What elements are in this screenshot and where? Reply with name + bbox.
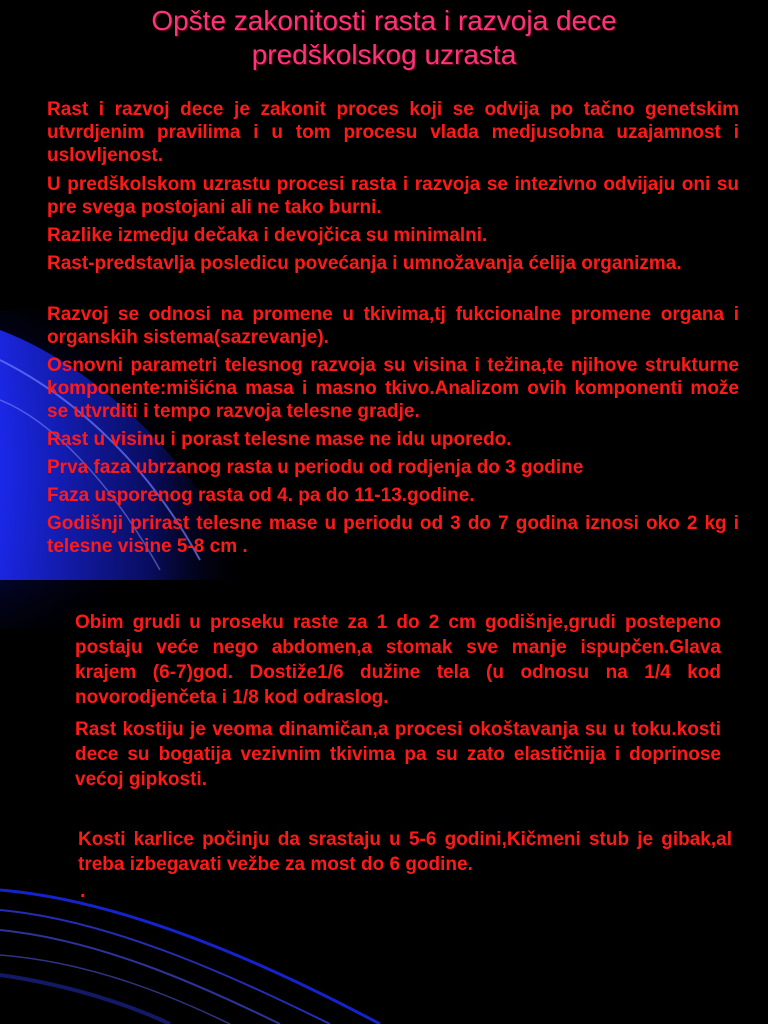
paragraph-prva-faza: Prva faza ubrzanog rasta u periodu od rodjenja do 3 godine bbox=[47, 457, 584, 478]
slide-title-line-2: predškolskog uzrasta bbox=[251, 39, 517, 70]
paragraph-rast-u-visinu: Rast u visinu i porast telesne mase ne idu uporedo. bbox=[47, 429, 512, 450]
paragraph-rast-definicija: Rast-predstavlja posledicu povećanja i umnožavanja ćelija organizma. bbox=[47, 253, 682, 274]
paragraph-razlike: Razlike izmedju dečaka i devojčica su minimalni. bbox=[47, 225, 488, 246]
paragraph-faza-usporenog: Faza usporenog rasta od 4. pa do 11-13.godine. bbox=[47, 485, 475, 506]
paragraph-rast-i-razvoj: Rast i razvoj dece je zakonit proces koji se odvija po tačno genetskim utvrdjenim pravilima i u tom procesu vlada medjusobna uzajamnost i uslovljenost. bbox=[47, 99, 739, 166]
paragraph-kosti-karlice: Kosti karlice počinju da srastaju u 5-6 godini,Kičmeni stub je gibak,al treba izbegavati vežbe za most do 6 godine. bbox=[78, 829, 732, 875]
paragraph-rast-kostiju: Rast kostiju je veoma dinamičan,a procesi okoštavanja su u toku.kosti dece su bogatija vezivnim tkivima pa su zato elastičnija i doprinose većoj gipkosti. bbox=[75, 719, 721, 790]
slide-title bbox=[0, 4, 768, 72]
paragraph-godisnji-prirast: Godišnji prirast telesne mase u periodu od 3 do 7 godina iznosi oko 2 kg i telesne visine 5-8 cm . bbox=[47, 513, 739, 557]
paragraph-razvoj-definicija: Razvoj se odnosi na promene u tkivima,tj fukcionalne promene organa i organskih sistema(sazrevanje). bbox=[47, 304, 739, 348]
paragraph-obim-grudi: Obim grudi u proseku raste za 1 do 2 cm godišnje,grudi postepeno postaju veće nego abdomen,a stomak sve manje ispupčen.Glava krajem (6-7)god. Dostiže1/6 dužine tela (u odnosu na 1/4 kod novorodjenčeta i 1/8 kod odraslog. bbox=[75, 612, 721, 708]
trailing-period-mark: . bbox=[80, 880, 86, 902]
slide-title-line-1: Opšte zakonitosti rasta i razvoja dece bbox=[151, 5, 617, 36]
paragraph-osnovni-parametri: Osnovni parametri telesnog razvoja su visina i težina,te njihove strukturne komponente:mišićna masa i masno tkivo.Analizom ovih komponenti može se utvrditi i tempo razvoja telesne gradje. bbox=[47, 355, 739, 422]
paragraph-predskolski-uzrast: U predškolskom uzrastu procesi rasta i razvoja se intezivno odvijaju oni su pre svega postojani ali ne tako burni. bbox=[47, 174, 739, 218]
